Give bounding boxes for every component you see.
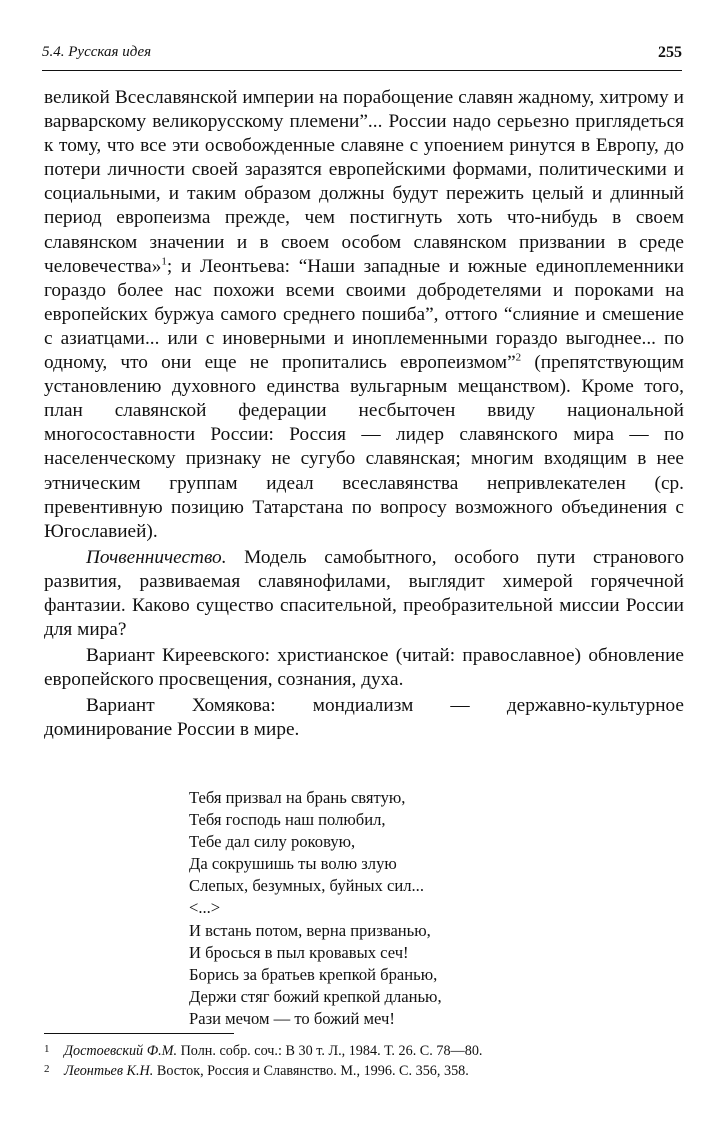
poem-line: <...> — [189, 898, 221, 918]
text-run: ; и Леонтьева: “Наши западные и южные единоплеменники гораздо более нас похожи всеми своими добродетелями и пороками на европейских буржуа самого среднего пошиба”, оттого “слияние и смешение с азиатцами... или с иноверными и иноплеменными гораздо выгоднее... по одному, что они еще не пропитались европеизмом” — [44, 255, 684, 374]
footnote-citation: Восток, Россия и Славянство. М., 1996. С. 356, 358. — [153, 1063, 469, 1079]
footnote-citation: Полн. собр. соч.: В 30 т. Л., 1984. Т. 26. С. 78—80. — [177, 1043, 483, 1059]
section-title: 5.4. Русская идея — [42, 44, 152, 60]
page-number: 255 — [658, 44, 682, 61]
poem-line: Тебе дал силу роковую, — [189, 832, 356, 852]
poem-line: Слепых, безумных, буйных сил... — [189, 876, 424, 896]
footnote-number: 1 — [44, 1043, 50, 1055]
footnote-rule — [44, 1033, 234, 1034]
poem-line: Держи стяг божий крепкой дланью, — [189, 986, 442, 1006]
footnote-marker: 2 — [515, 351, 522, 364]
text-run: Модель самобытного, особого пути странового развития, развиваемая славянофилами, выглядит химерой горячечной фантазии. Каково существо спасительной, преобразительной миссии России для мира? — [44, 546, 684, 641]
italic-term: Почвенничество. — [86, 546, 227, 568]
poem-line: И бросься в пыл кровавых сеч! — [189, 942, 409, 962]
poem-line: Да сокрушишь ты волю злую — [189, 854, 397, 874]
text-run: великой Всеславянской империи на порабощение славян жадному, хитрому и варварскому великорусскому племени”... России надо серьезно приглядеться к тому, что все эти освобожденные славяне с упоением ринутся в Европу, до потери личности своей заразятся европейскими формами, политическими и социальными, и таким образом должны будут пережить целый и длинный период европеизма прежде, чем постигнуть хоть что-нибудь в своем славянском значении и в своем особом славянском призвании в среде человечества» — [44, 87, 684, 277]
header-rule — [42, 70, 682, 71]
running-head — [42, 44, 682, 68]
footnotes — [44, 1041, 684, 1081]
footnote-author: Леонтьев К.Н. — [64, 1063, 154, 1079]
paragraph — [44, 694, 684, 742]
paragraph — [44, 546, 684, 642]
footnote — [44, 1041, 684, 1061]
footnote-number: 2 — [44, 1063, 50, 1075]
footnote — [44, 1061, 684, 1081]
poem-quote — [189, 787, 442, 1030]
paragraph — [44, 86, 684, 544]
paragraph — [44, 644, 684, 692]
poem-line: Тебя призвал на брань святую, — [189, 788, 406, 807]
poem-line: Борись за братьев крепкой бранью, — [189, 964, 438, 984]
footnote-marker: 1 — [161, 255, 167, 268]
poem-line: Рази мечом — то божий меч! — [189, 1008, 395, 1028]
poem-line: Тебя господь наш полюбил, — [189, 810, 386, 830]
text-run: (препятствующим установлению духовного единства вульгарным мещанством). Кроме того, план славянской федерации несбыточен ввиду национальной многосоставности России: Россия — лидер славянского мира — по населенческому признаку не сугубо славянская; многим входящим в нее этническим группам идеал всеславянства непривлекателен (ср. превентивную позицию Татарстана по вопросу возможного объединения с Югославией). — [44, 352, 684, 542]
main-text — [44, 86, 684, 743]
footnote-author: Достоевский Ф.М. — [64, 1043, 178, 1059]
text-run: Вариант Киреевского: христианское (читай: православное) обновление европейского просвещения, сознания, духа. — [44, 645, 684, 691]
text-run: Вариант Хомякова: мондиализм — державно-культурное доминирование России в мире. — [44, 695, 684, 741]
poem-line: И встань потом, верна призванью, — [189, 920, 431, 940]
